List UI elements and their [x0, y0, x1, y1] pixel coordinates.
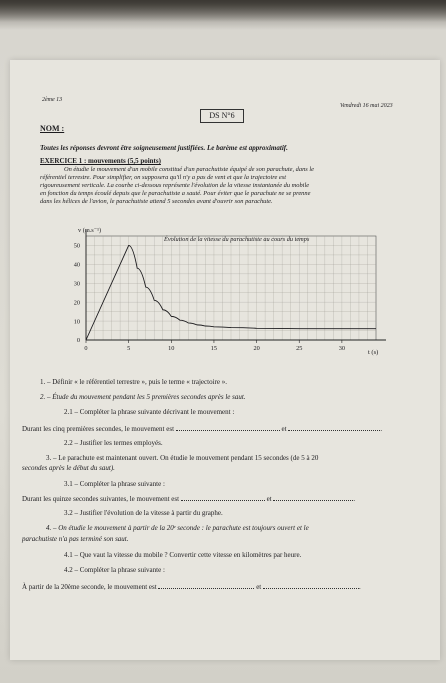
exam-title-box: DS N°6: [200, 109, 244, 123]
chart-x-tick-label: 25: [296, 345, 303, 352]
question-3-1-sentence: Durant les quinze secondes suivantes, le mouvement est et .: [22, 495, 356, 503]
question-3-2: 3.2 – Justifier l'évolution de la vitesse à partir du graphe.: [64, 509, 223, 517]
exercise-intro-line-3: rigoureusement verticale. La courbe ci-dessous représente l'évolution de la vitesse instantanée du mobile: [40, 182, 310, 189]
question-1: 1. – Définir « le référentiel terrestre », puis le terme « trajectoire ».: [40, 378, 227, 386]
question-2-1-sentence: Durant les cinq premières secondes, le mouvement est et .: [22, 425, 383, 433]
chart-y-tick-label: 30: [73, 280, 80, 288]
question-2-1-sentence-text: Durant les cinq premières secondes, le mouvement est: [22, 425, 175, 433]
chart-y-tick-label: 50: [73, 242, 80, 250]
exercise-intro-line-4: en fonction du temps écoulé depuis que le parachutiste a sauté. Pour éviter que le parachute ne se prenne: [40, 190, 311, 197]
instructions: Toutes les réponses devront être soigneusement justifiées. Le barème est approximatif.: [40, 144, 288, 152]
answer-blank-4-2-b[interactable]: [263, 582, 359, 589]
question-4-2-et: et: [256, 583, 262, 591]
answer-blank-3-1-a[interactable]: [181, 494, 265, 501]
question-2-1-et: et: [281, 425, 287, 433]
answer-blank-2-1-b[interactable]: [288, 424, 380, 431]
chart-x-tick-label: 5: [127, 345, 131, 352]
chart-x-tick-label: 10: [168, 345, 175, 352]
chart-y-tick-label: 40: [73, 261, 80, 269]
question-3-1-sentence-text: Durant les quinze secondes suivantes, le mouvement est: [22, 495, 180, 503]
chart-x-tick-label: 20: [253, 345, 260, 352]
chart-y-tick-label: 10: [73, 318, 80, 326]
exercise-intro-line-5: dans les hélices de l'avion, le parachutiste attend 5 secondes avant d'ouvrir son parachute.: [40, 198, 273, 205]
chart-title: Évolution de la vitesse du parachutiste au cours du temps: [164, 236, 310, 243]
exercise-intro-line-1: On étudie le mouvement d'un mobile constitué d'un parachutiste équipé de son parachute, dans le: [64, 166, 314, 173]
question-3-line-1: 3. – Le parachute est maintenant ouvert. On étudie le mouvement pendant 15 secondes (de 5 à 20: [46, 454, 319, 462]
answer-blank-4-2-a[interactable]: [158, 582, 254, 589]
chart-ticks: [74, 243, 345, 352]
chart-x-tick-label: 30: [338, 345, 346, 352]
chart-axes: [86, 230, 386, 340]
question-4-2-sentence-text: À partir de la 20ème seconde, le mouvement est: [22, 583, 157, 591]
name-label: NOM :: [40, 124, 65, 133]
question-3-1: 3.1 – Compléter la phrase suivante :: [64, 480, 165, 488]
answer-blank-2-1-a[interactable]: [176, 424, 280, 431]
exam-date: Vendredi 16 mai 2023: [340, 103, 393, 109]
question-2: 2. – Étude du mouvement pendant les 5 premières secondes après le saut.: [40, 393, 246, 401]
question-4-2: 4.2 – Compléter la phrase suivante :: [64, 566, 165, 574]
chart-y-tick-label: 20: [73, 299, 80, 307]
chart-x-tick-label: 15: [210, 345, 218, 352]
question-4-line-1: 4. – On étudie le mouvement à partir de la 20ᵉ seconde : le parachute est toujours ouvert et le: [46, 524, 309, 532]
question-4-2-sentence: À partir de la 20ème seconde, le mouvement est et .: [22, 583, 361, 591]
chart-y-tick-label: 0: [76, 337, 80, 345]
handwritten-note: 2ème 13: [42, 97, 63, 103]
question-2-1: 2.1 – Compléter la phrase suivante décrivant le mouvement :: [64, 408, 235, 416]
chart-grid: [86, 236, 376, 340]
question-4-1: 4.1 – Que vaut la vitesse du mobile ? Convertir cette vitesse en kilomètres par heure.: [64, 551, 302, 559]
question-2-2: 2.2 – Justifier les termes employés.: [64, 439, 163, 447]
exercise-title: EXERCICE 1 : mouvements (5,5 points): [40, 157, 161, 165]
answer-blank-3-1-b[interactable]: [273, 494, 353, 501]
exercise-intro-line-2: référentiel terrestre. Pour simplifier, on supposera qu'il n'y a pas de vent et que la trajectoire est: [40, 174, 287, 181]
velocity-chart: [40, 222, 420, 362]
photo-top-shadow: [0, 0, 446, 22]
chart-x-tick-label: 0: [84, 345, 88, 352]
question-3-1-et: et: [266, 495, 272, 503]
question-4-line-2: parachutiste n'a pas terminé son saut.: [22, 535, 129, 543]
chart-x-axis-label: t (s): [368, 349, 379, 356]
chart-y-axis-label: v (m.s⁻¹): [78, 227, 102, 234]
question-3-line-2: secondes après le début du saut).: [22, 464, 115, 472]
